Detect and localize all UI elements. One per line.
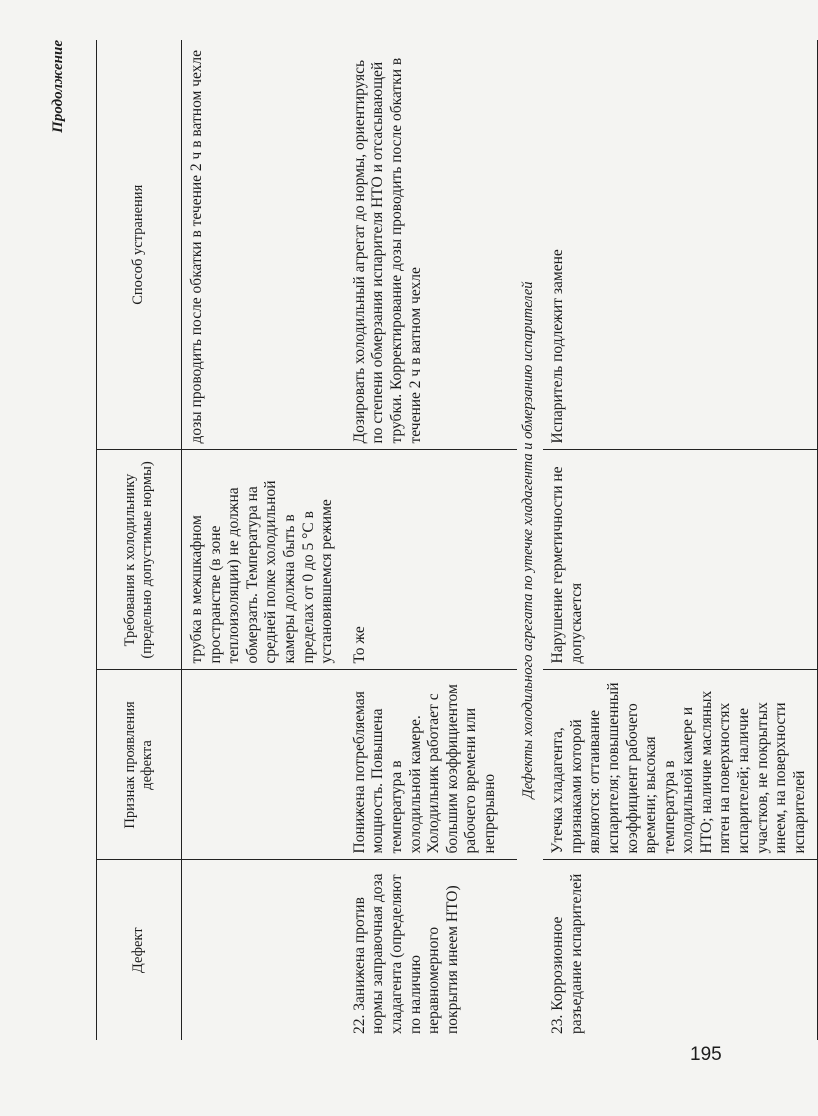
section-title: Дефекты холодильного агрегата по утечке хладагента и обмерзанию испарителей (519, 281, 536, 799)
column-header-remedy: Способ устранения (97, 40, 182, 450)
cell-defect: 22. Занижена против нормы заправочная доза хладагента (определяют по наличию неравномерного покрытия инеем НТО) (350, 873, 461, 1034)
rotated-page-content (50, 40, 808, 1040)
column-header-defect: Дефект (130, 927, 147, 974)
cell-symptom: Утечка хладагента, признаками которой являются: оттаивание испарителя; повышенный коэффициент рабочего времени; высокая температура в холодильной камере и НТО; наличие масляных пятен на поверхностях испарителей; наличие участков, не покрытых инеем, на поверхности испарителей (543, 670, 818, 860)
cell-remedy: Дозировать холодильный агрегат до нормы, ориентируясь по степени обмерзания испарителя НТО и отсасывающей трубки. Корректирование дозы проводить после обкатки в течение 2 ч в ватном чехле (345, 40, 517, 450)
cell-requirements: То же (345, 450, 517, 670)
section-heading-row (517, 40, 543, 1040)
cell-symptom: Понижена потребляемая мощность. Повышена температура в холодильной камере. Холодильник работает с большим коэффициентом рабочего времени или непрерывно (345, 670, 517, 860)
continuation-label: Продолжение (50, 40, 66, 133)
table-row (543, 40, 818, 1040)
defects-table (96, 40, 818, 1040)
table-row (345, 40, 517, 1040)
cell-defect: 23. Коррозионное разъедание испарителей (549, 873, 585, 1034)
cell-requirements: трубка в межшкафном пространстве (в зоне теплоизоляции) не должна обмерзать. Температура на средней полке холодильной камеры должна быть в пределах от 0 до 5 °С в установившемся режиме (182, 450, 345, 670)
column-header-symptom: Признак проявления дефекта (97, 670, 182, 860)
column-header-requirements: Требования к холодильнику (предельно допустимые нормы) (97, 450, 182, 670)
table-row (182, 40, 345, 1040)
cell-remedy: дозы проводить после обкатки в течение 2 ч в ватном чехле (182, 40, 345, 450)
cell-remedy: Испаритель подлежит замене (543, 40, 818, 450)
page-number: 195 (690, 1044, 722, 1065)
cell-symptom (182, 670, 345, 860)
cell-requirements: Нарушение герметичности не допускается (543, 450, 818, 670)
cell-defect (182, 860, 345, 1040)
table-header-row (97, 40, 182, 1040)
